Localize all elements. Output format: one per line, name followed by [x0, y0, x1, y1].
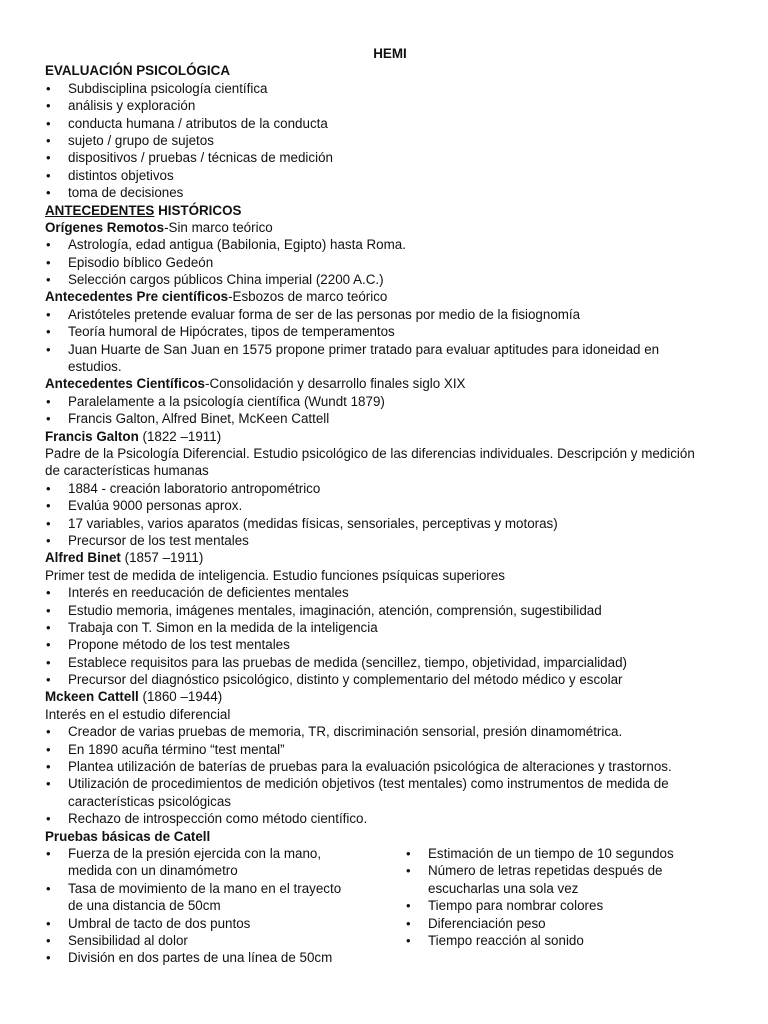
evaluacion-heading: EVALUACIÓN PSICOLÓGICA	[45, 63, 230, 79]
binet-item: • Estudio memoria, imágenes mentales, imaginación, atención, comprensión, sugestibilidad	[45, 602, 735, 619]
pruebas-item: • División en dos partes de una línea de 50cm	[45, 949, 405, 966]
precientificos-item: • Teoría humoral de Hipócrates, tipos de temperamentos	[45, 323, 735, 340]
binet-item: • Interés en reeducación de deficientes mentales	[45, 584, 735, 601]
precientificos-subheading	[45, 288, 735, 305]
evaluacion-item: • sujeto / grupo de sujetos	[45, 132, 735, 149]
precientificos-desc: -Esbozos de marco teórico	[228, 289, 388, 305]
binet-years: (1857 –1911)	[120, 550, 204, 566]
pruebas-item-continuation: medida con un dinamómetro	[68, 863, 238, 879]
binet-item: • Propone método de los test mentales	[45, 636, 735, 653]
remotos-item: • Episodio bíblico Gedeón	[45, 254, 735, 271]
galton-desc-continuation: de características humanas	[45, 463, 209, 479]
galton-heading	[45, 428, 735, 445]
antecedentes-heading-rest: HISTÓRICOS	[154, 202, 242, 218]
remotos-item: • Selección cargos públicos China imperial (2200 A.C.)	[45, 271, 735, 288]
galton-item: • Precursor de los test mentales	[45, 532, 735, 549]
pruebas-item-continuation: escucharlas una sola vez	[428, 880, 579, 896]
antecedentes-heading-underlined: ANTECEDENTES	[45, 202, 155, 218]
cientificos-subheading	[45, 375, 735, 392]
precientificos-item: • Juan Huarte de San Juan en 1575 propone primer tratado para evaluar aptitudes para idoneidad en	[45, 341, 735, 358]
precientificos-label: Antecedentes Pre científicos	[45, 289, 229, 305]
pruebas-item: • Diferenciación peso	[405, 915, 735, 932]
galton-desc: Padre de la Psicología Diferencial. Estudio psicológico de las diferencias individuales. Descripción y medición	[45, 445, 695, 461]
cattell-heading	[45, 688, 735, 705]
pruebas-columns	[45, 845, 735, 967]
evaluacion-item: • dispositivos / pruebas / técnicas de medición	[45, 149, 735, 166]
pruebas-item: • Sensibilidad al dolor	[45, 932, 405, 949]
cattell-item: • Plantea utilización de baterías de pruebas para la evaluación psicológica de alteraciones y trastornos.	[45, 758, 735, 775]
pruebas-left-column	[45, 845, 405, 967]
cattell-years: (1860 –1944)	[138, 689, 223, 705]
remotos-subheading	[45, 219, 735, 236]
binet-item: • Precursor del diagnóstico psicológico, distinto y complementario del método médico y escolar	[45, 671, 735, 688]
pruebas-item: • Número de letras repetidas después de	[405, 862, 735, 879]
binet-item: • Trabaja con T. Simon en la medida de la inteligencia	[45, 619, 735, 636]
precientificos-item: • Aristóteles pretende evaluar forma de ser de las personas por medio de la fisiognomía	[45, 306, 735, 323]
cattell-item: • En 1890 acuña término “test mental”	[45, 741, 735, 758]
galton-years: (1822 –1911)	[138, 428, 222, 444]
pruebas-item: • Umbral de tacto de dos puntos	[45, 915, 405, 932]
pruebas-item: • Fuerza de la presión ejercida con la mano,	[45, 845, 405, 862]
evaluacion-item: • conducta humana / atributos de la conducta	[45, 115, 735, 132]
antecedentes-heading	[45, 202, 735, 219]
evaluacion-item: • toma de decisiones	[45, 184, 735, 201]
remotos-desc: -Sin marco teórico	[164, 219, 273, 235]
cientificos-item: • Francis Galton, Alfred Binet, McKeen Cattell	[45, 410, 735, 427]
cientificos-desc: -Consolidación y desarrollo finales siglo XIX	[204, 376, 466, 392]
document-page	[45, 45, 735, 967]
evaluacion-item: • análisis y exploración	[45, 97, 735, 114]
cattell-item: • Utilización de procedimientos de medición objetivos (test mentales) como instrumentos de medida de	[45, 775, 735, 792]
pruebas-item: • Tasa de movimiento de la mano en el trayecto	[45, 880, 405, 897]
cattell-item: • Rechazo de introspección como método científico.	[45, 810, 735, 827]
cattell-item: • Creador de varias pruebas de memoria, TR, discriminación sensorial, presión dinamométrica.	[45, 723, 735, 740]
evaluacion-item: • distintos objetivos	[45, 167, 735, 184]
cattell-desc: Interés en el estudio diferencial	[45, 706, 231, 722]
pruebas-item: • Tiempo reacción al sonido	[405, 932, 735, 949]
binet-name: Alfred Binet	[45, 550, 121, 566]
document-title: HEMI	[373, 46, 407, 61]
galton-item: • 17 variables, varios aparatos (medidas físicas, sensoriales, perceptivas y motoras)	[45, 515, 735, 532]
cientificos-item: • Paralelamente a la psicología científica (Wundt 1879)	[45, 393, 735, 410]
cattell-name: Mckeen Cattell	[45, 689, 139, 705]
evaluacion-item: • Subdisciplina psicología científica	[45, 80, 735, 97]
binet-item: • Establece requisitos para las pruebas de medida (sencillez, tiempo, objetividad, imparcialidad)	[45, 654, 735, 671]
pruebas-heading: Pruebas básicas de Catell	[45, 828, 211, 844]
binet-heading	[45, 549, 735, 566]
pruebas-item: • Tiempo para nombrar colores	[405, 897, 735, 914]
remotos-item: • Astrología, edad antigua (Babilonia, Egipto) hasta Roma.	[45, 236, 735, 253]
binet-desc: Primer test de medida de inteligencia. Estudio funciones psíquicas superiores	[45, 567, 505, 583]
cattell-item-continuation: características psicológicas	[68, 793, 231, 809]
galton-item: • 1884 - creación laboratorio antropométrico	[45, 480, 735, 497]
cientificos-label: Antecedentes Científicos	[45, 376, 205, 392]
precientificos-item-continuation: estudios.	[68, 359, 122, 375]
pruebas-item: • Estimación de un tiempo de 10 segundos	[405, 845, 735, 862]
pruebas-right-column	[405, 845, 735, 967]
galton-name: Francis Galton	[45, 428, 139, 444]
pruebas-item-continuation: de una distancia de 50cm	[68, 898, 221, 914]
galton-item: • Evalúa 9000 personas aprox.	[45, 497, 735, 514]
remotos-label: Orígenes Remotos	[45, 219, 165, 235]
